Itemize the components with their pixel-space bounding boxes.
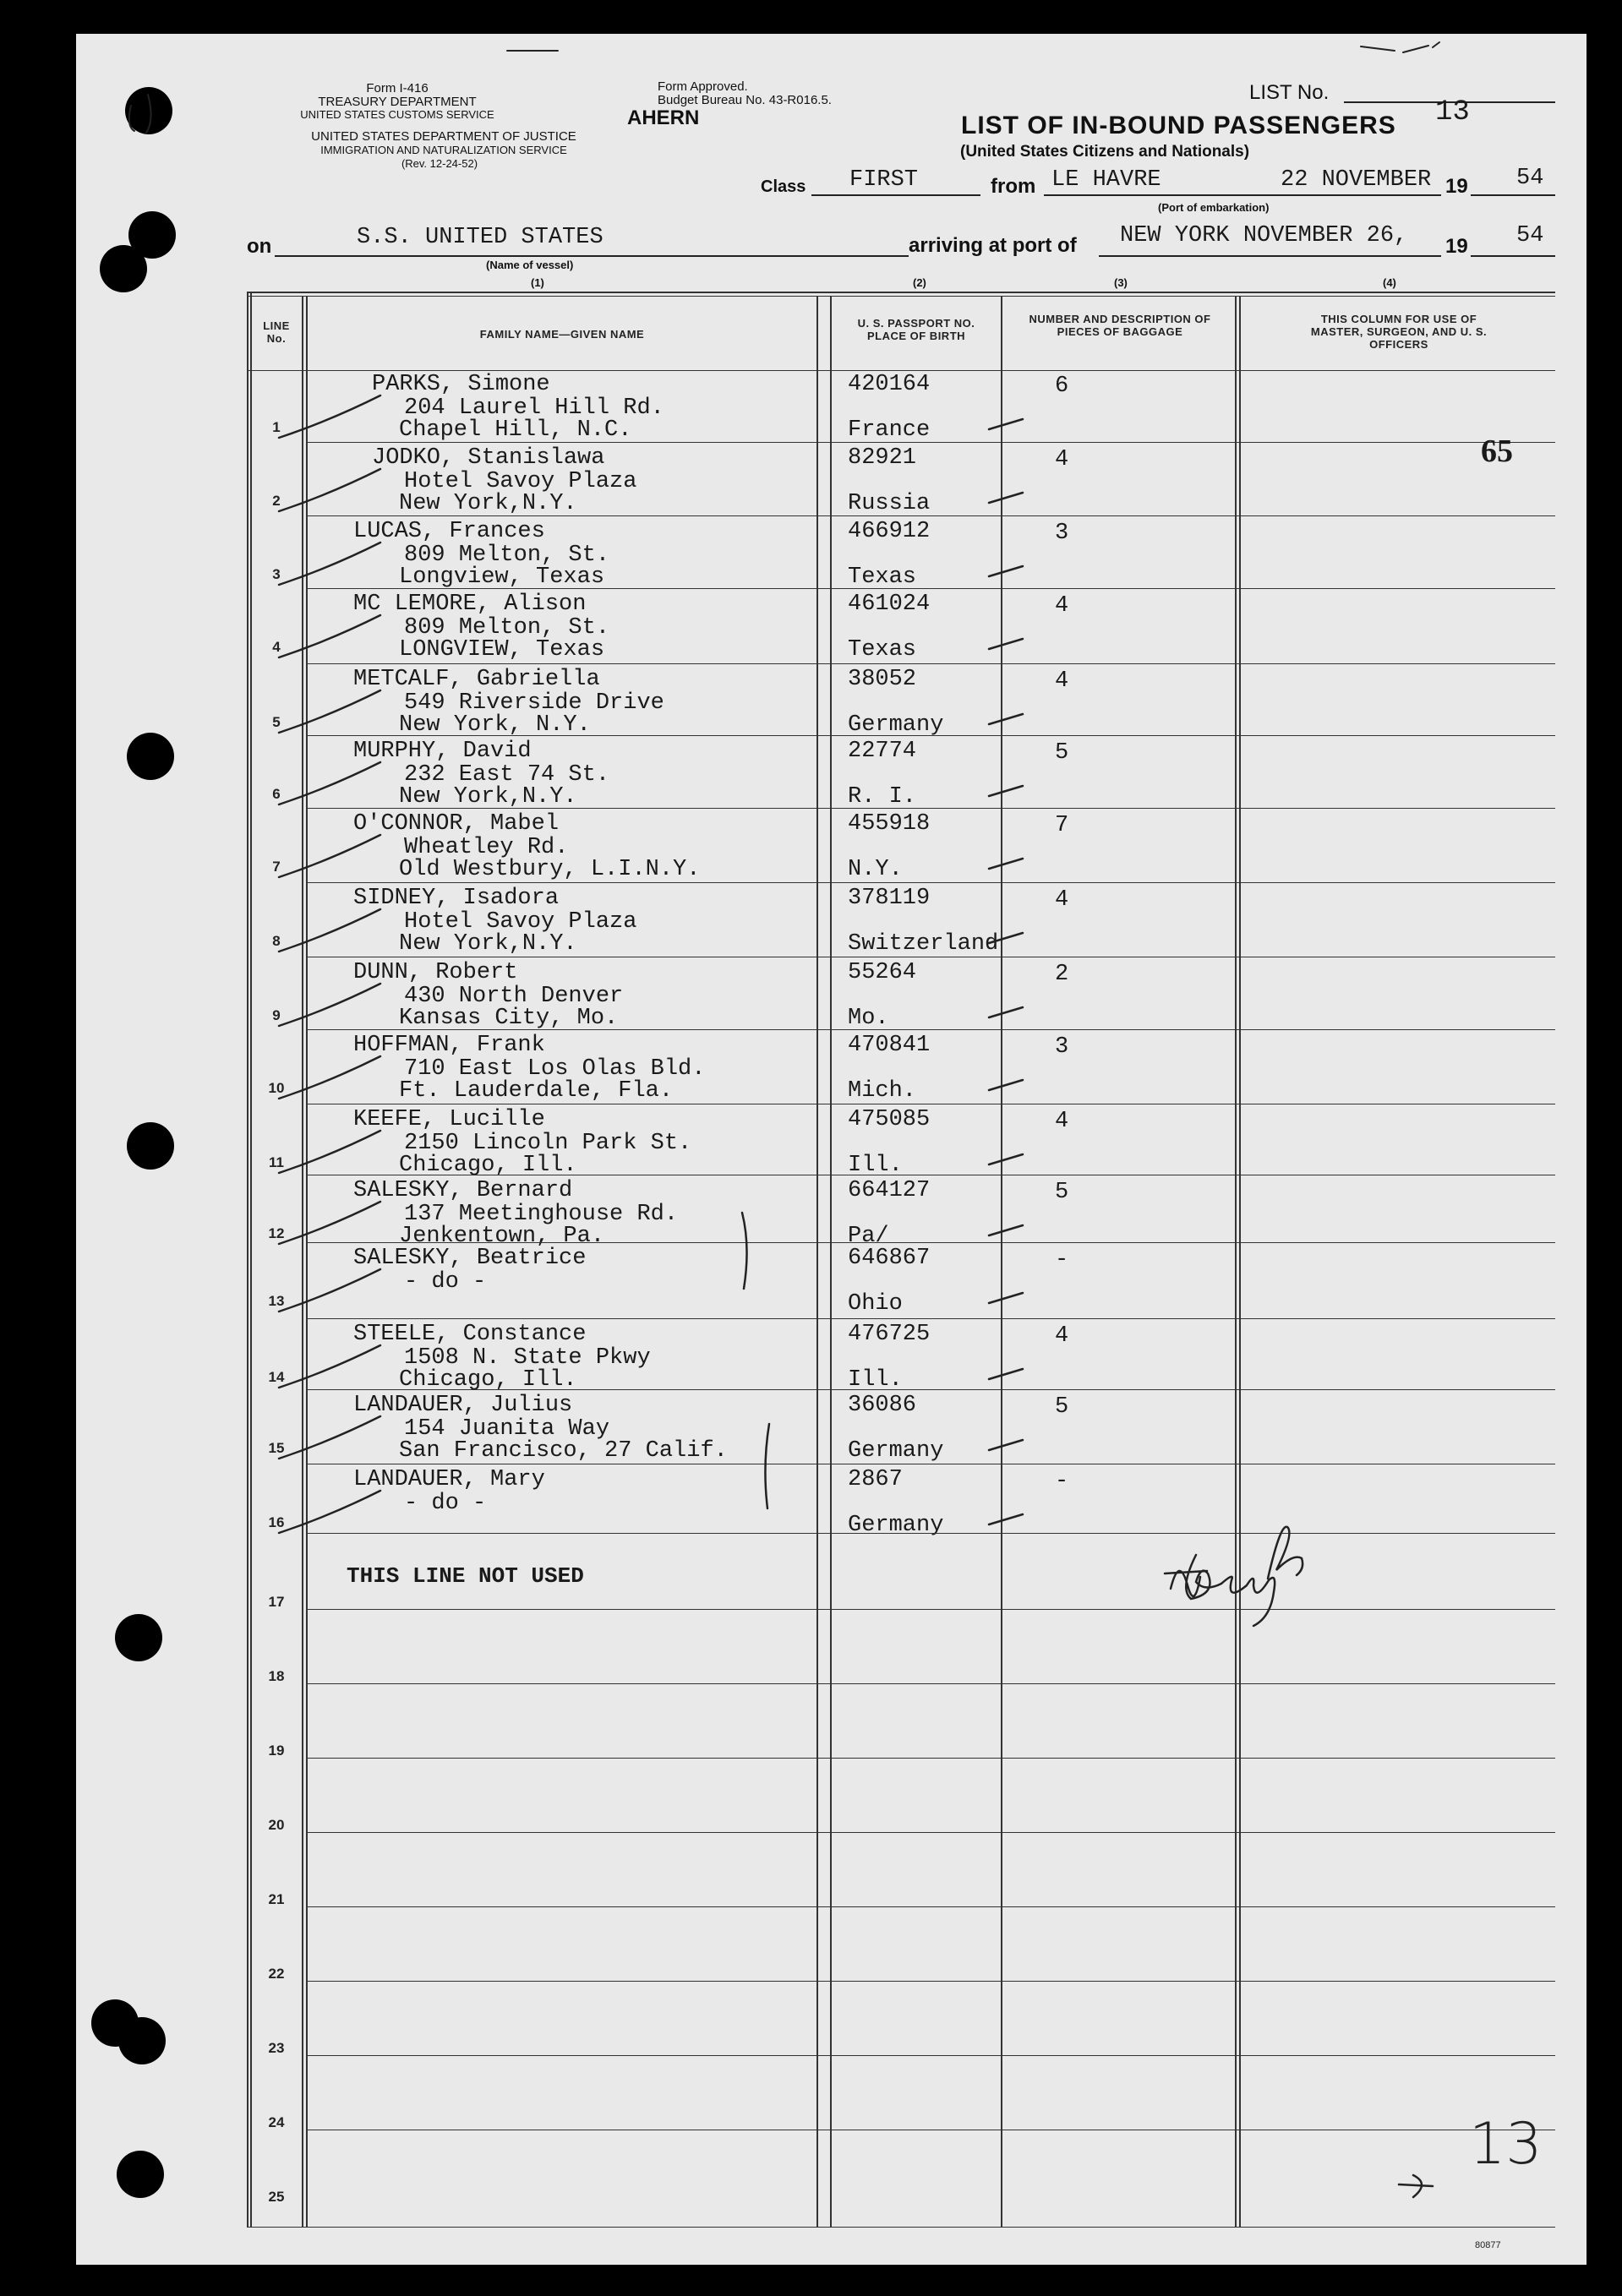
place-of-birth: Texas	[848, 637, 917, 663]
passenger-name: SIDNEY, Isadora	[353, 886, 560, 911]
baggage-count: 5	[1055, 740, 1069, 766]
tick-stroke	[279, 909, 380, 952]
passenger-address-2: Chicago, Ill.	[399, 1153, 577, 1178]
passenger-address-1: 710 East Los Olas Bld.	[404, 1056, 706, 1082]
line-number: 15	[268, 1440, 285, 1456]
tick-stroke	[279, 1202, 380, 1244]
col-num-4: (4)	[1383, 276, 1396, 289]
passenger-address-1: 204 Laurel Hill Rd.	[404, 395, 664, 421]
line-number: 1	[272, 419, 281, 435]
passenger-address-2: New York,N.Y.	[399, 931, 577, 957]
line-number: 16	[268, 1514, 285, 1530]
header-name: FAMILY NAME—GIVEN NAME	[479, 328, 645, 341]
ahern-stamp: AHERN	[627, 106, 700, 129]
passenger-address-1: 430 North Denver	[404, 984, 624, 1009]
passenger-address-2: Chapel Hill, N.C.	[399, 417, 632, 443]
passenger-name: JODKO, Stanislawa	[372, 445, 605, 471]
passport-number: 470841	[848, 1033, 931, 1058]
tick-stroke	[279, 984, 380, 1026]
tick-stroke	[989, 1080, 1023, 1090]
line-number: 5	[272, 714, 281, 730]
class-value: FIRST	[849, 167, 919, 193]
baggage-count: 3	[1055, 1034, 1069, 1060]
passport-number: 476725	[848, 1322, 931, 1347]
passport-number: 378119	[848, 886, 931, 911]
form-title: LIST OF IN-BOUND PASSENGERS	[961, 112, 1396, 139]
passenger-name: SALESKY, Bernard	[353, 1178, 573, 1203]
from-label: from	[991, 175, 1036, 198]
tick-stroke	[989, 1369, 1023, 1379]
tick-stroke	[989, 566, 1023, 576]
place-of-birth: Ill.	[848, 1367, 903, 1393]
passenger-address-2: San Francisco, 27 Calif.	[399, 1438, 728, 1464]
place-of-birth: Ill.	[848, 1153, 903, 1178]
line-number: 23	[268, 2040, 285, 2056]
tick-stroke	[989, 714, 1023, 724]
place-of-birth: Germany	[848, 712, 944, 738]
line-number: 20	[268, 1817, 285, 1833]
passport-number: 55264	[848, 960, 917, 985]
tick-stroke	[989, 419, 1023, 429]
place-of-birth: R. I.	[848, 784, 917, 810]
footer-code: 80877	[1475, 2240, 1501, 2250]
line-number: 19	[268, 1742, 285, 1759]
tick-stroke	[279, 1269, 380, 1312]
passenger-name: HOFFMAN, Frank	[353, 1033, 545, 1058]
passenger-name: LUCAS, Frances	[353, 519, 545, 544]
passenger-name: KEEFE, Lucille	[353, 1107, 545, 1132]
tick-stroke	[989, 859, 1023, 869]
tick-stroke	[279, 469, 380, 511]
passenger-address-2: LONGVIEW, Texas	[399, 637, 605, 663]
line-number: 22	[268, 1966, 285, 1982]
passenger-name: MURPHY, David	[353, 739, 532, 764]
passenger-address-1: 137 Meetinghouse Rd.	[404, 1202, 679, 1227]
passenger-address-1: Hotel Savoy Plaza	[404, 469, 637, 494]
passenger-address-1: 1508 N. State Pkwy	[404, 1345, 651, 1371]
baggage-count: 4	[1055, 1109, 1069, 1134]
tick-stroke	[279, 762, 380, 804]
passenger-name: STEELE, Constance	[353, 1322, 587, 1347]
tick-stroke	[989, 786, 1023, 796]
passenger-address-2: New York,N.Y.	[399, 784, 577, 810]
tick-stroke	[279, 615, 380, 657]
header-baggage: NUMBER AND DESCRIPTION OF PIECES OF BAGGAGE	[1029, 313, 1211, 338]
passenger-address-1: 809 Melton, St.	[404, 615, 610, 641]
baggage-count: 3	[1055, 521, 1069, 546]
form-approved: Form Approved.	[658, 79, 748, 94]
place-of-birth: Pa/	[848, 1224, 889, 1249]
baggage-count: 4	[1055, 593, 1069, 619]
corner-number: 13	[1469, 2111, 1543, 2178]
tick-stroke	[279, 1056, 380, 1099]
passenger-name: LANDAUER, Mary	[353, 1467, 545, 1492]
place-of-birth: N.Y.	[848, 857, 903, 882]
list-no-label: LIST No.	[1249, 81, 1330, 104]
passenger-address-2: New York,N.Y.	[399, 491, 577, 516]
line-number: 4	[272, 639, 281, 655]
passenger-name: PARKS, Simone	[372, 372, 550, 397]
passport-number: 2867	[848, 1467, 903, 1492]
tick-stroke	[989, 1007, 1023, 1017]
passport-number: 664127	[848, 1178, 931, 1203]
passenger-address-2: Kansas City, Mo.	[399, 1006, 619, 1031]
arrival-year-suffix: 54	[1516, 223, 1544, 248]
from-value: LE HAVRE	[1051, 167, 1161, 193]
passenger-address-1: - do -	[404, 1491, 487, 1516]
passenger-address-2: Chicago, Ill.	[399, 1367, 577, 1393]
budget-bureau: Budget Bureau No. 43-R016.5.	[658, 93, 832, 107]
line-number: 12	[268, 1225, 285, 1241]
place-of-birth: France	[848, 417, 931, 443]
line-number: 8	[272, 933, 281, 949]
place-of-birth: Mich.	[848, 1078, 917, 1104]
baggage-count: 4	[1055, 668, 1069, 694]
line-number: 14	[268, 1369, 285, 1385]
passenger-address-1: 549 Riverside Drive	[404, 690, 664, 716]
passport-number: 38052	[848, 667, 917, 692]
passenger-name: DUNN, Robert	[353, 960, 518, 985]
ins-service: IMMIGRATION AND NATURALIZATION SERVICE	[320, 144, 567, 156]
baggage-count: -	[1055, 1469, 1069, 1494]
form-subtitle: (United States Citizens and Nationals)	[960, 143, 1250, 161]
header-passport: U. S. PASSPORT NO. PLACE OF BIRTH	[857, 317, 975, 342]
passport-number: 420164	[848, 372, 931, 397]
passenger-name: O'CONNOR, Mabel	[353, 811, 560, 837]
place-of-birth: Germany	[848, 1513, 944, 1538]
passenger-address-1: 232 East 74 St.	[404, 762, 610, 788]
form-number: Form I-416	[366, 81, 429, 95]
baggage-count: -	[1055, 1247, 1069, 1273]
header-line-no: LINE No.	[263, 319, 290, 345]
tick-stroke	[989, 1154, 1023, 1164]
col-num-1: (1)	[531, 276, 544, 289]
tick-stroke	[279, 395, 380, 438]
line-number: 17	[268, 1594, 285, 1610]
line-number: 3	[272, 566, 281, 582]
line-number: 21	[268, 1891, 285, 1907]
unused-note: THIS LINE NOT USED	[347, 1563, 584, 1589]
passenger-address-1: 154 Juanita Way	[404, 1416, 610, 1442]
passenger-address-1: Hotel Savoy Plaza	[404, 909, 637, 935]
page-count: 65	[1481, 434, 1513, 469]
line-number: 6	[272, 786, 281, 802]
tick-stroke	[279, 543, 380, 585]
tick-stroke	[989, 1225, 1023, 1235]
passport-number: 466912	[848, 519, 931, 544]
passenger-name: METCALF, Gabriella	[353, 667, 600, 692]
place-of-birth: Texas	[848, 564, 917, 590]
list-no-value: 13	[1435, 96, 1470, 128]
line-number: 24	[268, 2114, 285, 2130]
revision: (Rev. 12-24-52)	[401, 157, 478, 170]
passenger-address-2: Jenkentown, Pa.	[399, 1224, 605, 1249]
tick-stroke	[279, 1345, 380, 1388]
passenger-name: LANDAUER, Julius	[353, 1393, 573, 1418]
baggage-count: 2	[1055, 962, 1069, 987]
passport-number: 455918	[848, 811, 931, 837]
passenger-address-1: 2150 Lincoln Park St.	[404, 1131, 692, 1156]
col-num-3: (3)	[1114, 276, 1128, 289]
justice-dept: UNITED STATES DEPARTMENT OF JUSTICE	[311, 129, 576, 144]
treasury-dept: TREASURY DEPARTMENT	[318, 95, 477, 109]
class-label: Class	[761, 177, 806, 196]
line-number: 18	[268, 1668, 285, 1684]
tick-stroke	[279, 1131, 380, 1173]
passenger-address-2: New York, N.Y.	[399, 712, 591, 738]
tick-stroke	[989, 493, 1023, 503]
tick-stroke	[989, 1514, 1023, 1524]
tick-stroke	[279, 835, 380, 877]
line-number: 7	[272, 859, 281, 875]
tick-stroke	[279, 690, 380, 733]
header-officers: THIS COLUMN FOR USE OF MASTER, SURGEON, AND U. S. OFFICERS	[1310, 313, 1488, 351]
passport-number: 22774	[848, 739, 917, 764]
vessel-caption: (Name of vessel)	[486, 259, 574, 271]
port-caption: (Port of embarkation)	[1158, 201, 1270, 214]
line-number: 13	[268, 1293, 285, 1309]
baggage-count: 5	[1055, 1394, 1069, 1420]
passenger-address-2: Ft. Lauderdale, Fla.	[399, 1078, 674, 1104]
line-number: 2	[272, 493, 281, 509]
baggage-count: 4	[1055, 887, 1069, 913]
baggage-count: 7	[1055, 813, 1069, 838]
place-of-birth: Mo.	[848, 1006, 889, 1031]
line-number: 9	[272, 1007, 281, 1023]
baggage-count: 5	[1055, 1180, 1069, 1205]
year-suffix: 54	[1516, 166, 1544, 191]
line-number: 11	[269, 1154, 284, 1170]
place-of-birth: Germany	[848, 1438, 944, 1464]
passenger-address-1: Wheatley Rd.	[404, 835, 569, 860]
place-of-birth: Switzerland	[848, 931, 999, 957]
tick-stroke	[989, 1440, 1023, 1450]
passport-number: 36086	[848, 1393, 917, 1418]
on-label: on	[247, 235, 272, 258]
passport-number: 646867	[848, 1246, 931, 1271]
arriving-label: arriving at port of	[909, 234, 1077, 257]
tick-stroke	[279, 1491, 380, 1533]
tick-stroke	[989, 639, 1023, 649]
embark-date: 22 NOVEMBER	[1281, 167, 1432, 193]
vessel-name: S.S. UNITED STATES	[357, 225, 603, 250]
line-number: 25	[268, 2189, 285, 2205]
baggage-count: 4	[1055, 1323, 1069, 1349]
baggage-count: 4	[1055, 447, 1069, 472]
passport-number: 461024	[848, 592, 931, 617]
arrival-value: NEW YORK NOVEMBER 26,	[1120, 223, 1408, 248]
passenger-address-2: Old Westbury, L.I.N.Y.	[399, 857, 701, 882]
passenger-name: SALESKY, Beatrice	[353, 1246, 587, 1271]
place-of-birth: Ohio	[848, 1291, 903, 1317]
baggage-count: 6	[1055, 374, 1069, 399]
tick-stroke	[989, 933, 1023, 943]
tick-stroke	[279, 1416, 380, 1459]
arrival-year-prefix: 19	[1445, 235, 1468, 258]
place-of-birth: Russia	[848, 491, 931, 516]
passenger-address-1: - do -	[404, 1269, 487, 1295]
year-prefix: 19	[1445, 175, 1468, 198]
passport-number: 82921	[848, 445, 917, 471]
passport-number: 475085	[848, 1107, 931, 1132]
col-num-2: (2)	[913, 276, 926, 289]
tick-stroke	[989, 1293, 1023, 1303]
passenger-address-1: 809 Melton, St.	[404, 543, 610, 568]
passenger-name: MC LEMORE, Alison	[353, 592, 587, 617]
passenger-address-2: Longview, Texas	[399, 564, 605, 590]
line-number: 10	[268, 1080, 285, 1096]
customs-service: UNITED STATES CUSTOMS SERVICE	[300, 108, 494, 121]
